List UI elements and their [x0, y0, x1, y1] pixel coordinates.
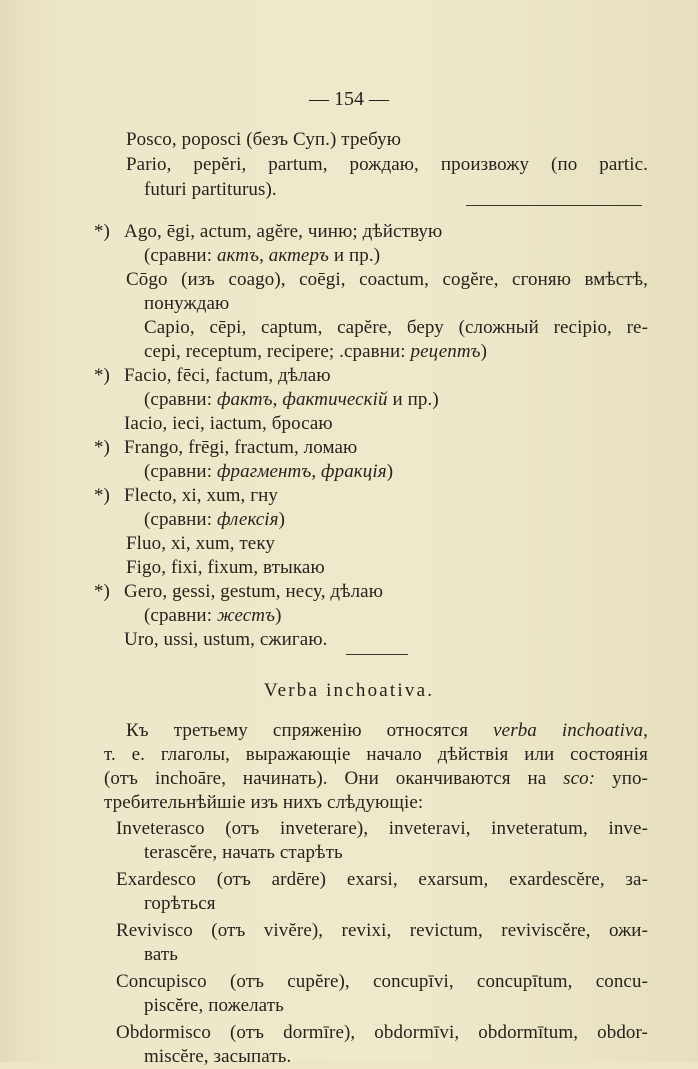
entry-pario-line2: futuri partiturus).	[144, 179, 277, 200]
note-marker: *)	[94, 485, 110, 506]
entry-fluo: Fluo, xi, xum, теку	[126, 533, 276, 554]
paragraph-line1: Къ третьему спряженію относятся verba inchoativa,	[126, 720, 648, 741]
entry-gero-line2: (сравни: жестъ)	[144, 605, 282, 626]
entry-frango-line1: Frango, frēgi, fractum, ломаю	[124, 437, 358, 458]
entry-facio-line2: (сравни: фактъ, фактическій и пр.)	[144, 389, 439, 410]
entry-obdormisco-line1: Obdormisco (отъ dormīre), obdormīvi, obdormītum, obdor-	[116, 1022, 648, 1043]
entry-inveterasco-line1: Inveterasco (отъ inveterare), inveteravi, inveteratum, inve-	[116, 818, 648, 839]
entry-ago-line2: (сравни: актъ, актеръ и пр.)	[144, 245, 381, 266]
paragraph-line2: т. е. глаголы, выражающіе начало дѣйствія или состоянія	[104, 744, 648, 765]
entry-facio-line1: Facio, fēci, factum, дѣлаю	[124, 365, 331, 386]
paragraph-line3: (отъ inchoāre, начинать). Они оканчиваются на sco: упо-	[104, 768, 648, 789]
entry-frango-line2: (сравни: фрагментъ, фракція)	[144, 461, 394, 482]
entry-concupisco-line1: Concupisco (отъ cupĕre), concupīvi, concupītum, concu-	[116, 971, 648, 992]
entry-posco: Posco, poposci (безъ Суп.) требую	[126, 129, 402, 150]
entry-ago-line1: Ago, ēgi, actum, agĕre, чиню; дѣйствую	[124, 221, 443, 242]
page-number: — 154 —	[309, 88, 389, 110]
paragraph-line4: требительнѣйшіе изъ нихъ слѣдующіе:	[104, 792, 424, 813]
entry-flecto-line2: (сравни: флексія)	[144, 509, 285, 530]
section-divider	[346, 654, 408, 655]
entry-concupisco-line2: piscĕre, пожелать	[144, 995, 284, 1016]
entry-cogo-line1: Cōgo (изъ coago), coēgi, coactum, cogĕre, сгоняю вмѣстѣ,	[126, 269, 648, 290]
entry-uro: Uro, ussi, ustum, сжигаю.	[124, 629, 328, 650]
entry-obdormisco-line2: miscĕre, засыпать.	[144, 1046, 292, 1067]
entry-iacio: Iacio, ieci, iactum, бросаю	[124, 413, 333, 434]
entry-flecto-line1: Flecto, xi, xum, гну	[124, 485, 279, 506]
entry-revivisco-line2: вать	[144, 944, 179, 965]
note-marker: *)	[94, 221, 110, 242]
entry-capio-line2: cepi, receptum, recipere; .сравни: рецептъ)	[144, 341, 488, 362]
note-marker: *)	[94, 437, 110, 458]
section-heading: Verba inchoativa.	[263, 680, 435, 701]
entry-cogo-line2: понуждаю	[144, 293, 230, 314]
entry-exardesco-line1: Exardesco (отъ ardēre) exarsi, exarsum, exardescĕre, за-	[116, 869, 648, 890]
note-marker: *)	[94, 365, 110, 386]
note-marker: *)	[94, 581, 110, 602]
entry-revivisco-line1: Revivisco (отъ vivĕre), revixi, revictum, reviviscĕre, ожи-	[116, 920, 648, 941]
entry-capio-line1: Capio, cēpi, captum, capĕre, беру (сложный recipio, re-	[144, 317, 648, 338]
section-divider	[466, 205, 642, 206]
entry-gero-line1: Gero, gessi, gestum, несу, дѣлаю	[124, 581, 384, 602]
entry-exardesco-line2: горѣться	[144, 893, 216, 914]
entry-figo: Figo, fixi, fixum, втыкаю	[126, 557, 325, 578]
entry-inveterasco-line2: terascĕre, начать старѣть	[144, 842, 343, 863]
entry-pario-line1: Pario, pepĕri, partum, рождаю, произвожу (по partic.	[126, 154, 648, 175]
